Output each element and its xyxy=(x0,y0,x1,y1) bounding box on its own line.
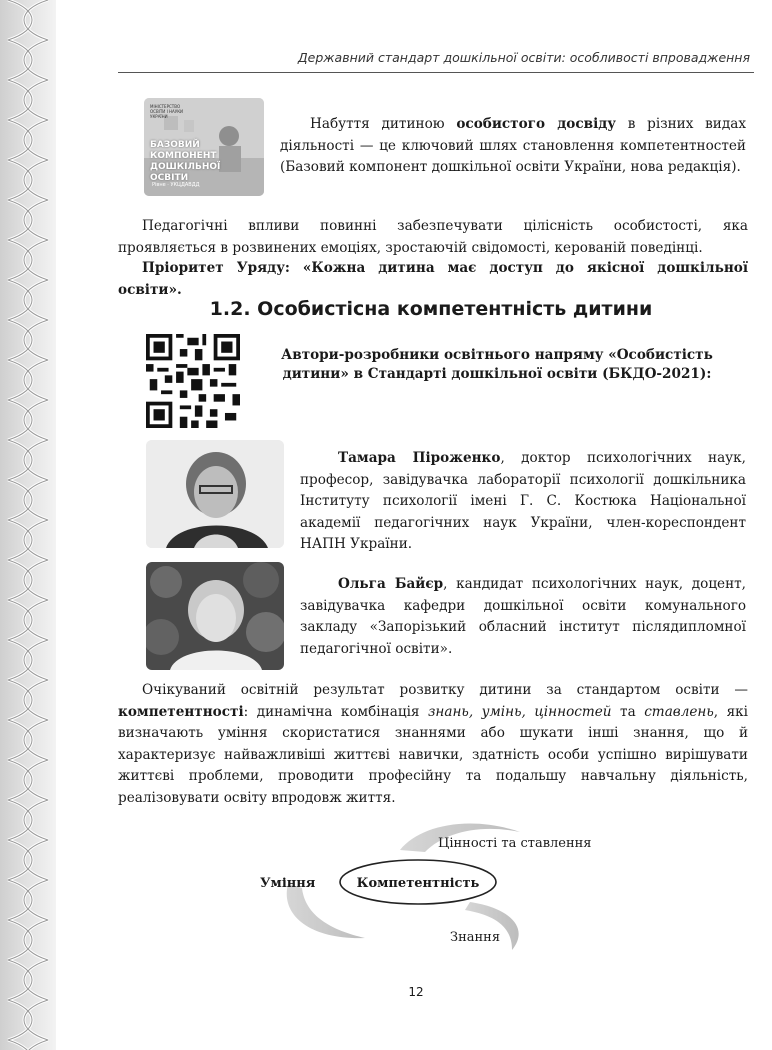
intro-paragraph xyxy=(280,114,746,179)
result-lead: Очікуваний освітній результат розвитку дитини за стандартом освіти — xyxy=(142,682,748,698)
cover-title xyxy=(150,140,250,184)
result-italic-1: знань, умінь, цінностей xyxy=(428,703,612,720)
book-cover-image xyxy=(144,98,264,196)
intro-lead: Набуття дитиною xyxy=(310,116,457,132)
decorative-margin-strip xyxy=(0,0,56,1050)
author-desc-1: , доктор психологічних наук, професор, завідувачка лабораторії психології дошкільника Інституту психології імені Г. С. Костюка Національної академії педагогічних наук України, член-кореспондент НАПН України. xyxy=(300,450,746,552)
diagram-center-label: Компетентність xyxy=(356,876,480,891)
portrait-woman-icon xyxy=(146,440,284,548)
result-and: та xyxy=(611,703,645,720)
qr-code-icon[interactable] xyxy=(146,334,240,428)
author-photo-piroshenko xyxy=(146,440,284,548)
influence-paragraph: Педагогічні впливи повинні забезпечувати цілісність особистості, яка проявляється в розвинених емоціях, зростаючій свідомості, керованій поведінці. xyxy=(118,218,748,256)
cover-publisher: Рівне · УКЦДАВДД xyxy=(152,182,200,188)
result-bold: компетентності xyxy=(118,703,244,720)
section-title: 1.2. Особистісна компетентність дитини xyxy=(209,298,653,320)
cover-title-line2: ДОШКІЛЬНОЇ ОСВІТИ xyxy=(150,162,221,183)
header-divider xyxy=(118,72,754,73)
author-name-1: Тамара Піроженко xyxy=(338,450,501,466)
author-photo-bayer xyxy=(146,562,284,670)
braid-ornament-icon xyxy=(0,0,56,1050)
government-priority xyxy=(118,258,748,301)
running-header: Державний стандарт дошкільної освіти: особливості впровадження xyxy=(297,50,750,65)
cover-ministry-logo: МІНІСТЕРСТВО ОСВІТИ І НАУКИ УКРАЇНИ xyxy=(150,104,184,119)
priority-text: Пріоритет Уряду: «Кожна дитина має доступ до якісної дошкільної освіти». xyxy=(118,260,748,298)
result-rest: , які визначають уміння скористатися знаннями або шукати інші знання, що й характеризує найважливіші життєві навички, здатність особи успішно вирішувати життєві проблеми, проводити професійну та подальшу навчальну діяльність, реалізовувати освіту впродовж життя. xyxy=(118,703,749,806)
authors-heading: Автори-розробники освітнього напряму «Особистість дитини» в Стандарті дошкільної освіти (БКДО-2021): xyxy=(281,347,713,382)
result-italic-2: ставлень xyxy=(644,703,714,720)
cover-title-line1: БАЗОВИЙ КОМПОНЕНТ xyxy=(150,140,217,161)
diagram-left-label: Уміння xyxy=(260,876,316,891)
author-desc-2: , кандидат психологічних наук, доцент, завідувачка кафедри дошкільної освіти комунального закладу «Запорізький обласний інститут післядипломної педагогічної освіти». xyxy=(300,576,747,657)
diagram-top-label: Цінності та ставлення xyxy=(438,836,592,851)
result-mid: : динамічна комбінація xyxy=(243,703,428,720)
portrait-woman-leaves-icon xyxy=(146,562,284,670)
author-name-2: Ольга Байєр xyxy=(338,576,444,592)
result-paragraph xyxy=(118,680,748,809)
author-bio-1 xyxy=(300,448,746,556)
intro-rest: в різних видах діяльності — це ключовий шлях становлення компетентностей (Базовий компонент дошкільної освіти України, нова редакція). xyxy=(280,116,746,175)
page-number: 12 xyxy=(408,985,424,999)
author-bio-2 xyxy=(300,574,746,660)
intro-bold: особистого досвіду xyxy=(456,116,616,132)
competence-diagram xyxy=(250,810,630,970)
diagram-bottom-label: Знання xyxy=(450,930,501,945)
